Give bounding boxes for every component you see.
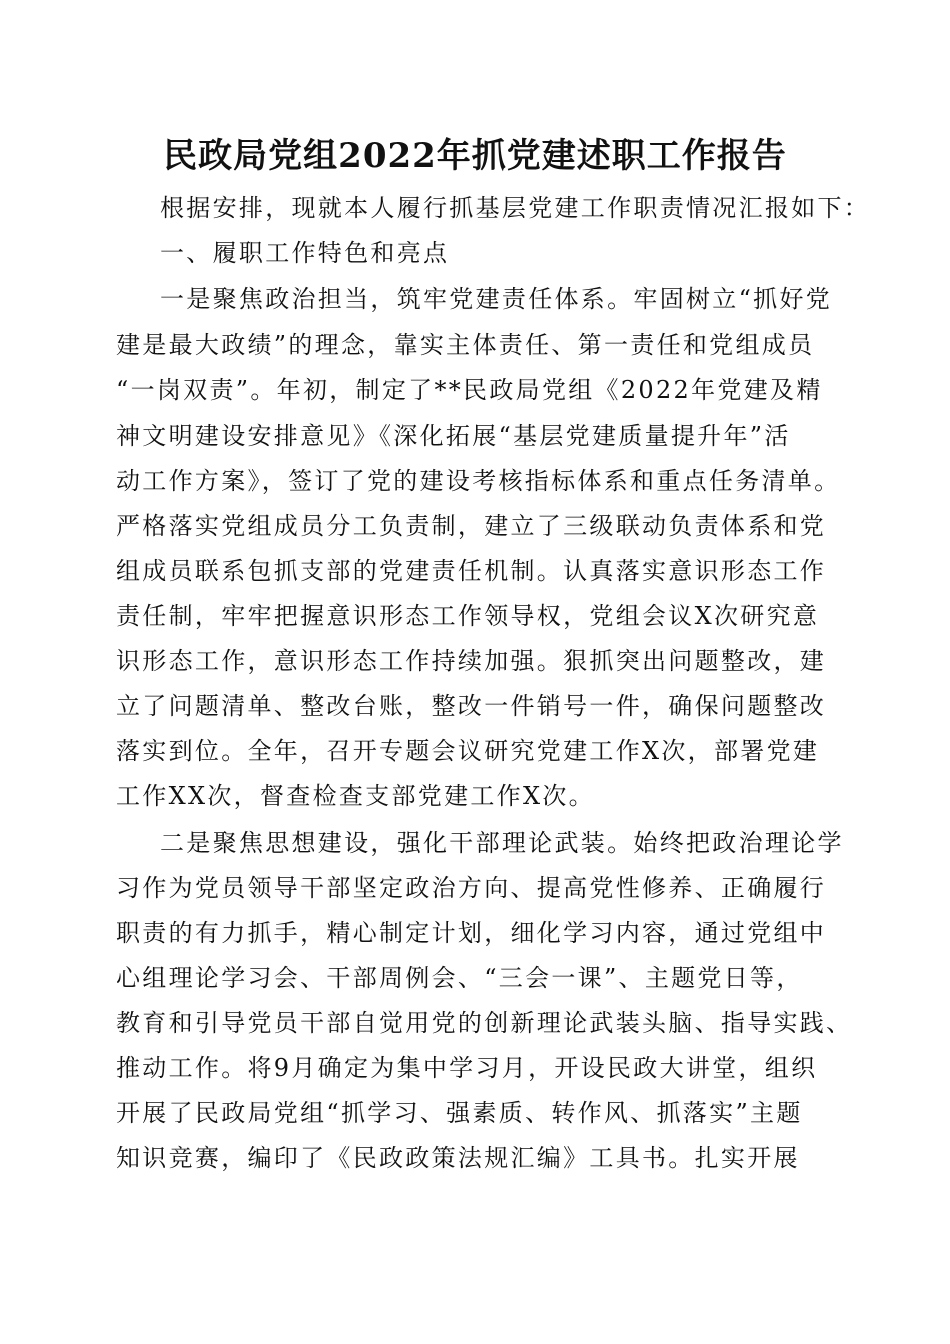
- intro-paragraph: 根据安排，现就本人履行抓基层党建工作职责情况汇报如下：: [160, 194, 871, 222]
- paragraph-1-line: 牢固树立“抓好党: [633, 285, 833, 313]
- paragraph-2-line: 知识竞赛，编印了《民政政策法规汇编》工具书。扎实开展: [116, 1144, 800, 1172]
- paragraph-1-line: 落实到位。全年，召开专题会议研究党建工作X次，部署党建: [116, 737, 820, 765]
- paragraph-1-line: 工作XX次，督查检查支部党建工作X次。: [116, 782, 595, 810]
- paragraph-1-line: 立了问题清单、整改台账，整改一件销号一件，确保问题整改: [116, 692, 827, 720]
- paragraph-1-first-line: [160, 284, 890, 314]
- paragraph-2-lead: 二是聚焦思想建设，强化干部理论武装。: [160, 829, 634, 857]
- paragraph-1-line: 建是最大政绩”的理念，靠实主体责任、第一责任和党组成员: [116, 331, 815, 359]
- paragraph-2-line: 习作为党员领导干部坚定政治方向、提高党性修养、正确履行: [116, 874, 827, 902]
- paragraph-1-line: 动工作方案》，签订了党的建设考核指标体系和重点任务清单。: [116, 467, 841, 495]
- paragraph-2-first-line: [160, 828, 890, 858]
- paragraph-1-line: 识形态工作，意识形态工作持续加强。狠抓突出问题整改，建: [116, 647, 827, 675]
- paragraph-2-line: 推动工作。将9月确定为集中学习月，开设民政大讲堂，组织: [116, 1054, 818, 1082]
- paragraph-2-line: 教育和引导党员干部自觉用党的创新理论武装头脑、指导实践、: [116, 1009, 853, 1037]
- section-heading: 一、履职工作特色和亮点: [160, 239, 450, 267]
- paragraph-1-line: 神文明建设安排意见》《深化拓展“基层党建质量提升年”活: [116, 422, 791, 450]
- paragraph-1-line: 责任制，牢牢把握意识形态工作领导权，党组会议X次研究意: [116, 602, 820, 630]
- document-title: 民政局党组2022年抓党建述职工作报告: [163, 136, 787, 176]
- paragraph-1-line: 组成员联系包抓支部的党建责任机制。认真落实意识形态工作: [116, 557, 827, 585]
- paragraph-2-line: 开展了民政局党组“抓学习、强素质、转作风、抓落实”主题: [116, 1099, 803, 1127]
- paragraph-1-line: “一岗双责”。年初，制定了**民政局党组《2022年党建及精: [116, 376, 823, 404]
- paragraph-2-line: 职责的有力抓手，精心制定计划，细化学习内容，通过党组中: [116, 919, 827, 947]
- paragraph-2-line: 始终把政治理论学: [633, 829, 844, 857]
- paragraph-2-line: 心组理论学习会、干部周例会、“三会一课”、主题党日等，: [116, 964, 803, 992]
- paragraph-1-line: 严格落实党组成员分工负责制，建立了三级联动负责体系和党: [116, 512, 827, 540]
- paragraph-1-lead: 一是聚焦政治担当，筑牢党建责任体系。: [160, 285, 634, 313]
